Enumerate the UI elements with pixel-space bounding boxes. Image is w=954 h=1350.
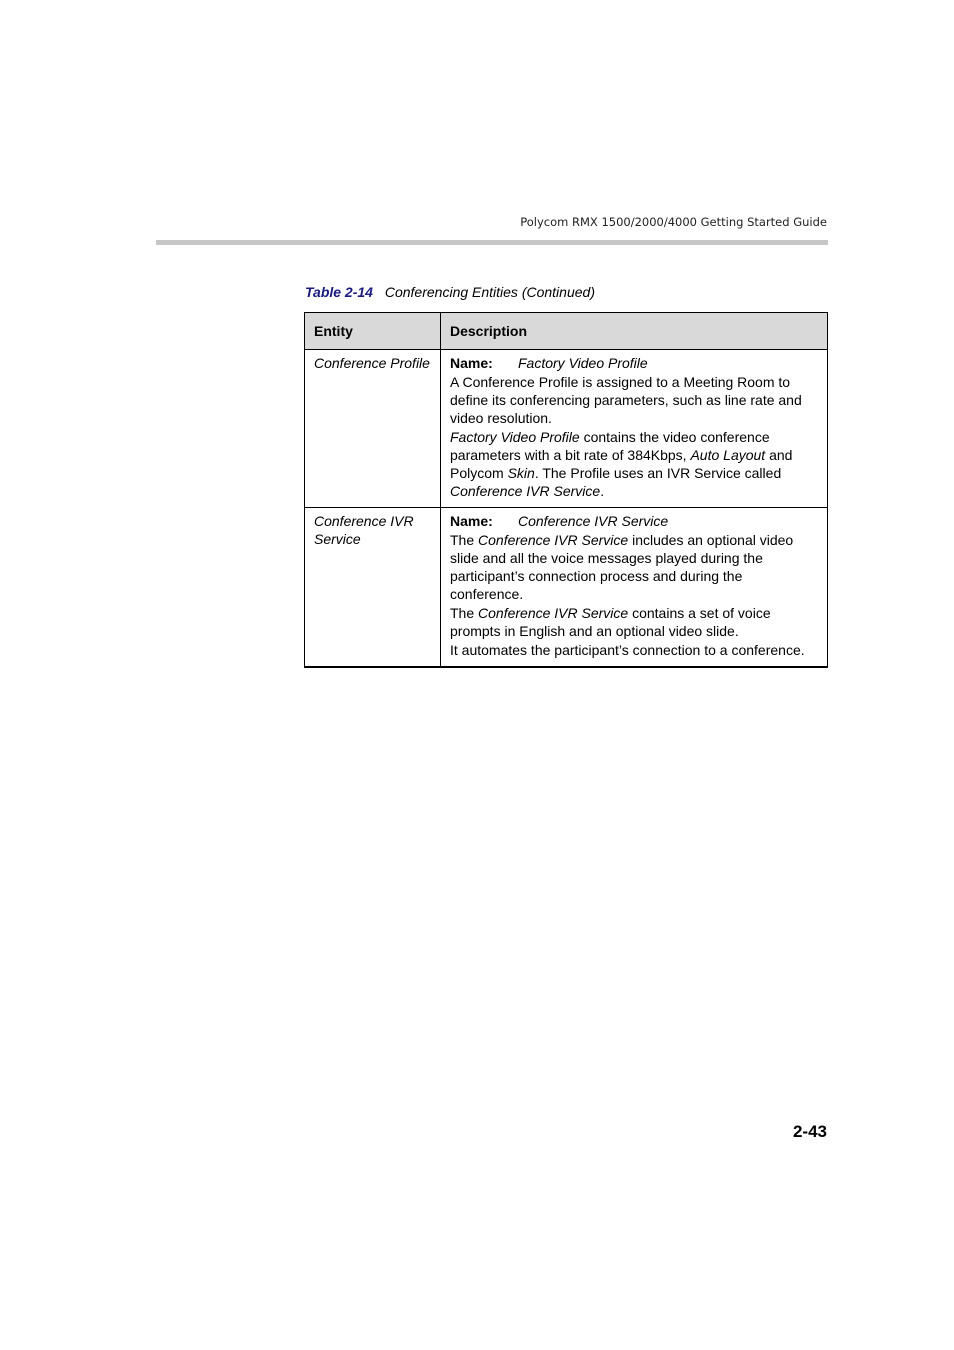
table-header-row [305, 313, 828, 350]
column-header-entity: Entity [305, 313, 441, 350]
table-caption-title: Conferencing Entities (Continued) [384, 284, 595, 300]
table-caption [305, 284, 595, 300]
table-caption-number: Table 2-14 [305, 284, 373, 300]
description-paragraph: A Conference Profile is assigned to a Meeting Room to define its conferencing parameters, such as line rate and video resolution. [450, 374, 802, 426]
description-paragraph: It automates the participant’s connection to a conference. [450, 642, 805, 658]
description-cell [441, 350, 828, 508]
name-label: Name: [450, 513, 493, 529]
italic-term: Conference IVR Service [478, 532, 629, 548]
name-value: Conference IVR Service [518, 513, 669, 529]
text-run: and Polycom [450, 447, 793, 481]
running-header: Polycom RMX 1500/2000/4000 Getting Started Guide [520, 215, 827, 229]
entity-cell: Conference Profile [305, 350, 441, 508]
column-header-description: Description [441, 313, 828, 350]
name-value: Factory Video Profile [518, 355, 648, 371]
italic-term: Factory Video Profile [450, 429, 580, 445]
italic-term: Conference IVR Service [450, 483, 601, 499]
text-run: contains a set of voice prompts in English and an optional video slide. [450, 605, 771, 639]
conferencing-entities-table [304, 312, 828, 668]
italic-term: Conference IVR Service [478, 605, 629, 621]
page-number: 2-43 [792, 1122, 827, 1141]
header-rule [156, 240, 828, 245]
italic-term: Skin [507, 465, 535, 481]
text-run: . [600, 483, 605, 499]
text-run: The [450, 605, 479, 621]
italic-term: Auto Layout [690, 447, 766, 463]
description-cell [441, 508, 828, 668]
text-run: . The Profile uses an IVR Service called [534, 465, 782, 481]
text-run: includes an optional video slide and all the voice messages played during the participant’s connection process and during the conference. [450, 532, 794, 602]
description-paragraph [450, 531, 818, 603]
table-row [305, 350, 828, 508]
name-line [450, 354, 818, 372]
entity-cell: Conference IVR Service [305, 508, 441, 668]
text-run: contains the video conference parameters with a bit rate of 384Kbps, [450, 429, 770, 463]
table-row [305, 508, 828, 668]
description-paragraph [450, 428, 818, 500]
description-paragraph [450, 604, 818, 640]
name-line [450, 512, 818, 530]
text-run: The [450, 532, 479, 548]
name-label: Name: [450, 355, 493, 371]
